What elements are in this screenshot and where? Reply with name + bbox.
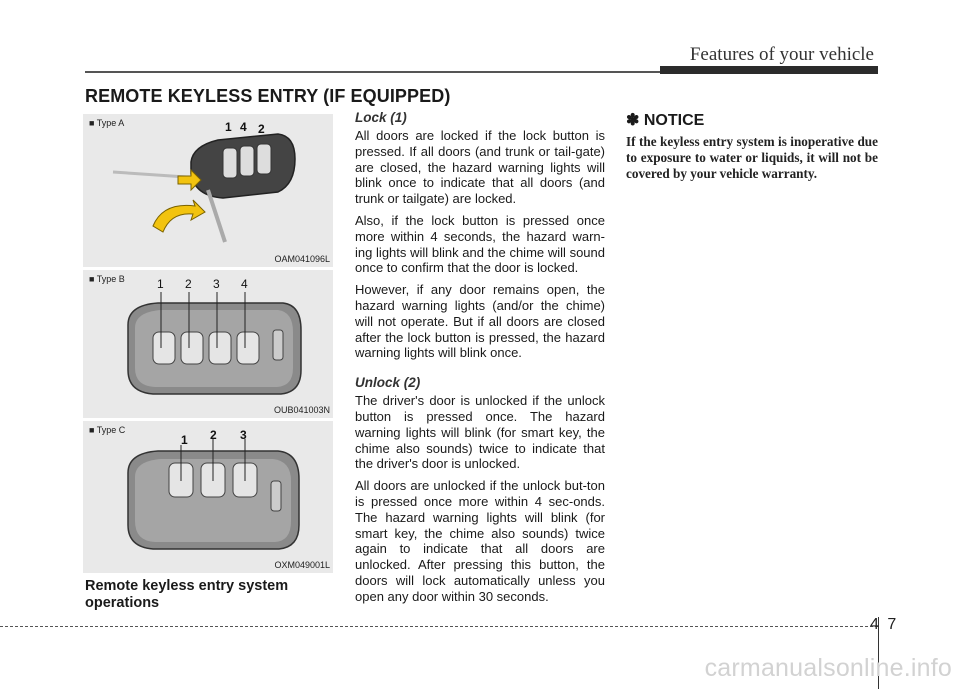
header-rule <box>85 71 670 73</box>
figure-type-label: ■ Type A <box>89 118 125 128</box>
callout-label: 4 <box>240 120 247 134</box>
page-number: 4 7 <box>870 616 899 633</box>
notice-heading: ✽ NOTICE <box>626 112 705 129</box>
callout-label: 1 <box>157 277 164 291</box>
lock-heading: Lock (1) <box>355 110 407 125</box>
header-rule-accent <box>660 66 878 74</box>
lock-paragraph: However, if any door remains open, the hazard warning lights (and/or the chime) will not operate. But if all doors are closed after the lock button is pressed, the hazard warning lights will blink once. <box>355 282 605 361</box>
callout-label: 2 <box>258 122 265 136</box>
unlock-heading: Unlock (2) <box>355 375 421 391</box>
callout-label: 3 <box>213 277 220 291</box>
figure-code: OAM041096L <box>274 254 330 264</box>
notice-box <box>626 110 878 182</box>
figure-type-c <box>83 421 333 573</box>
unlock-paragraph: The driver's door is unlocked if the unlock button is pressed once. The hazard warning lights will blink (for smart key, the chime also sounds) twice to indicate that the driver's door is unlocked. <box>355 393 605 472</box>
unlock-paragraph: All doors are unlocked if the unlock but-ton is pressed once more within 4 sec-onds. The hazard warning lights will blink (for smart key, the chime also sounds) twice again to indicate that all doors are unlocked. After pressing this button, the doors will lock automatically unless you open any door within 30 seconds. <box>355 478 605 604</box>
callout-label: 2 <box>185 277 192 291</box>
callout-label: 2 <box>210 428 217 442</box>
figure-type-label: ■ Type B <box>89 274 125 284</box>
callout-label: 4 <box>241 277 248 291</box>
page-header-title: Features of your vehicle <box>689 44 874 65</box>
figure-type-b <box>83 270 333 418</box>
figure-type-label: ■ Type C <box>89 425 126 435</box>
bottom-dashed-rule <box>0 626 878 627</box>
section-title: REMOTE KEYLESS ENTRY (IF EQUIPPED) <box>85 86 451 106</box>
notice-body: If the keyless entry system is inoperative due to exposure to water or liquids, it will not be covered by your vehicle warranty. <box>626 134 878 181</box>
lock-paragraph: All doors are locked if the lock button is pressed. If all doors (and trunk or tail-gate) are closed, the hazard warning lights will blink once to indicate that all doors (and trunk or tailgate) are locked. <box>355 128 605 207</box>
lock-paragraph: Also, if the lock button is pressed once more within 4 seconds, the hazard warn-ing lights will blink and the chime will sound once to confirm that the door is locked. <box>355 212 605 276</box>
watermark: carmanualsonline.info <box>704 654 952 682</box>
callout-label: 1 <box>225 120 232 134</box>
lock-unlock-column <box>355 110 605 611</box>
figure-type-a <box>83 114 333 267</box>
figure-code: OXM049001L <box>274 560 330 570</box>
figure-caption: Remote keyless entry system operations <box>85 578 289 611</box>
callout-label: 1 <box>181 433 188 447</box>
figure-code: OUB041003N <box>273 405 330 415</box>
callout-label: 3 <box>240 428 247 442</box>
